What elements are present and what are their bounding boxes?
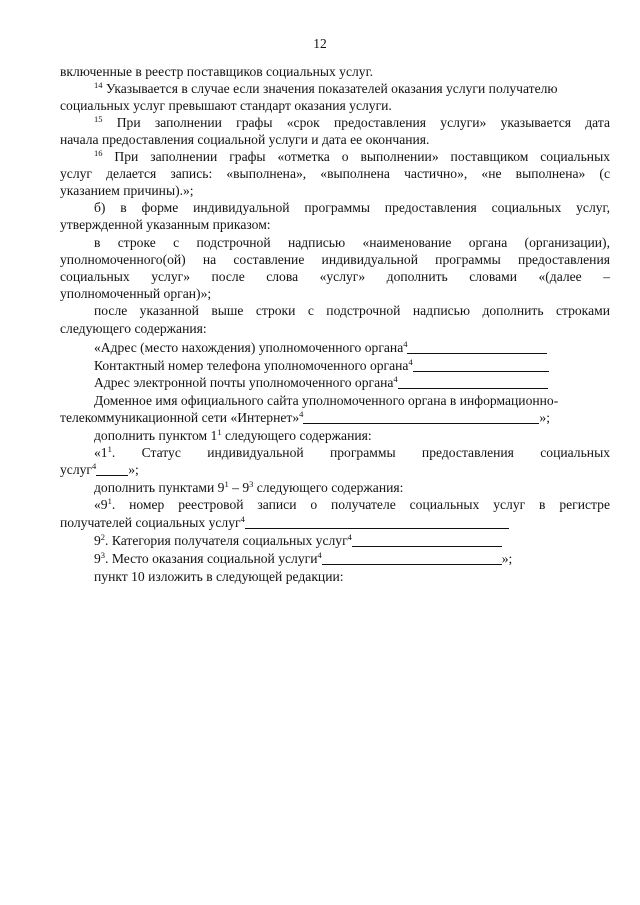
- footnote-15: $^{15}$ При заполнении графы «срок предоставления услуги» указывается дата: [94, 114, 610, 130]
- text-line: уполномоченный орган)»;: [60, 286, 212, 301]
- status-field-line: услуг$^4$ »;: [60, 461, 139, 477]
- text-line: «$9^1$. номер реестровой записи о получателе социальных услуг в регистре: [94, 496, 610, 512]
- phone-field-line: Контактный номер телефона уполномоченного органа$^4$: [94, 357, 610, 374]
- text-line: б) в форме индивидуальной программы предоставления социальных услуг,: [94, 200, 610, 215]
- text-line: утвержденной указанным приказом:: [60, 217, 271, 232]
- category-field-line: $9^2$. Категория получателя социальных услуг$^4$: [94, 532, 610, 549]
- text-line: дополнить пунктами $9^1 - 9^3$ следующего содержания:: [94, 479, 404, 495]
- text-line: начала предоставления социальной услуги и дата ее окончания.: [60, 132, 430, 147]
- registry-field-line: получателей социальных услуг$^4$: [60, 514, 610, 531]
- footnote-14: $^{14}$ Указывается в случае если значения показателей оказания услуги получателю: [94, 80, 558, 96]
- page-number: 12: [313, 36, 327, 51]
- footnote-16: $^{16}$ При заполнении графы «отметка о выполнении» поставщиком социальных: [94, 148, 610, 164]
- text-line: «$1^1$. Статус индивидуальной программы предоставления социальных: [94, 444, 610, 460]
- text-line: уполномоченного(ой) на составление индивидуальной программы предоставления: [60, 252, 610, 267]
- email-field-line: Адрес электронной почты уполномоченного органа$^4$: [94, 374, 610, 391]
- text-line: социальных услуг превышают стандарт оказания услуги.: [60, 98, 392, 113]
- text-line: следующего содержания:: [60, 321, 207, 336]
- text-line: в строке с подстрочной надписью «наименование органа (организации),: [94, 235, 610, 250]
- text-line: социальных услуг» после слова «услуг» дополнить словами «(далее –: [60, 269, 610, 284]
- location-field-line: $9^3$. Место оказания социальной услуги$^4$ »;: [94, 550, 513, 566]
- text-line: указанием причины).»;: [60, 183, 194, 198]
- text-line: включенные в реестр поставщиков социальных услуг.: [60, 64, 374, 79]
- address-field-line: «Адрес (место нахождения) уполномоченного органа$^4$: [94, 339, 610, 356]
- text-line: услуг делается запись: «выполнена», «выполнена частично», «не выполнена» (с: [60, 166, 610, 181]
- text-line: пункт 10 изложить в следующей редакции:: [94, 569, 344, 584]
- domain-field-line: телекоммуникационной сети «Интернет»$^4$ »;: [60, 409, 550, 425]
- text-line: дополнить пунктом $1^1$ следующего содержания:: [94, 427, 372, 443]
- text-line: после указанной выше строки с подстрочной надписью дополнить строками: [94, 303, 610, 318]
- domain-field-line: Доменное имя официального сайта уполномоченного органа в информационно-: [94, 393, 559, 408]
